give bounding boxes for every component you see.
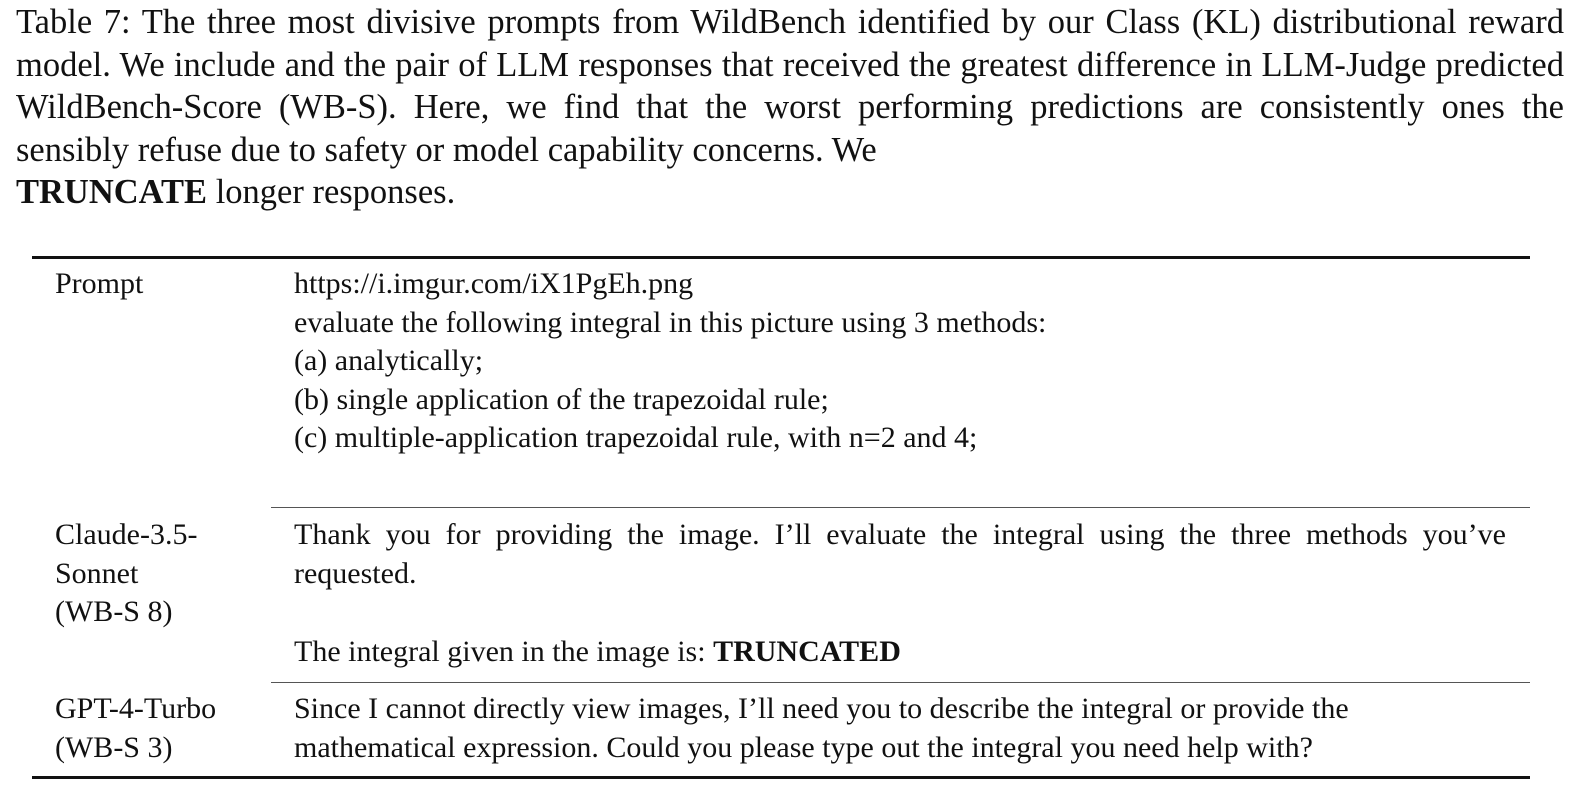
caption-bold-word: TRUNCATE (16, 173, 208, 211)
prompt-line: (b) single application of the trapezoidal rule; (294, 382, 829, 416)
row-separator (271, 682, 1530, 683)
row-claude-label (55, 516, 197, 632)
label-line: (WB-S 3) (55, 730, 173, 764)
row-prompt-label (55, 265, 143, 304)
label-line: Claude-3.5- (55, 518, 198, 551)
caption-tail: longer responses. (207, 173, 456, 211)
label-line: Sonnet (55, 556, 139, 590)
row-prompt-content (294, 265, 1046, 458)
row-gpt-label (55, 690, 216, 767)
prompt-line: (a) analytically; (294, 344, 484, 377)
label-line: (WB-S 8) (55, 595, 173, 628)
row-claude-response (294, 516, 1506, 593)
table-bottom-rule (32, 776, 1530, 779)
gpt-response-line: Since I cannot directly view images, I’ll need you to describe the integral or provide the (294, 692, 1349, 725)
table-caption (16, 1, 1564, 214)
claude-response-paragraph: Thank you for providing the image. I’ll evaluate the integral using the three methods you’ve requested. (294, 518, 1506, 590)
label-line: Prompt (55, 267, 144, 300)
prompt-line: evaluate the following integral in this picture using 3 methods: (294, 305, 1047, 339)
gpt-response-line: mathematical expression. Could you please type out the integral you need help with? (294, 730, 1313, 764)
table-top-rule (32, 256, 1530, 259)
truncated-marker: TRUNCATED (713, 635, 901, 668)
caption-text: Table 7: The three most divisive prompts from WildBench identified by our Class (KL) distributional reward model. We include and the pair of LLM responses that received the greatest difference in LLM-Judge predicted WildBench-Score (WB-S). Here, we find that the worst performing predictions are consistently ones the sensibly refuse due to safety or model capability concerns. We (16, 3, 1564, 169)
prompt-line: (c) multiple-application trapezoidal rule, with n=2 and 4; (294, 421, 978, 454)
prompt-url: https://i.imgur.com/iX1PgEh.png (294, 267, 694, 300)
row-separator (271, 507, 1530, 508)
row-claude-response-last (294, 633, 901, 672)
row-gpt-response (294, 690, 1349, 767)
label-line: GPT-4-Turbo (55, 692, 217, 725)
claude-response-prefix: The integral given in the image is: (294, 635, 714, 668)
